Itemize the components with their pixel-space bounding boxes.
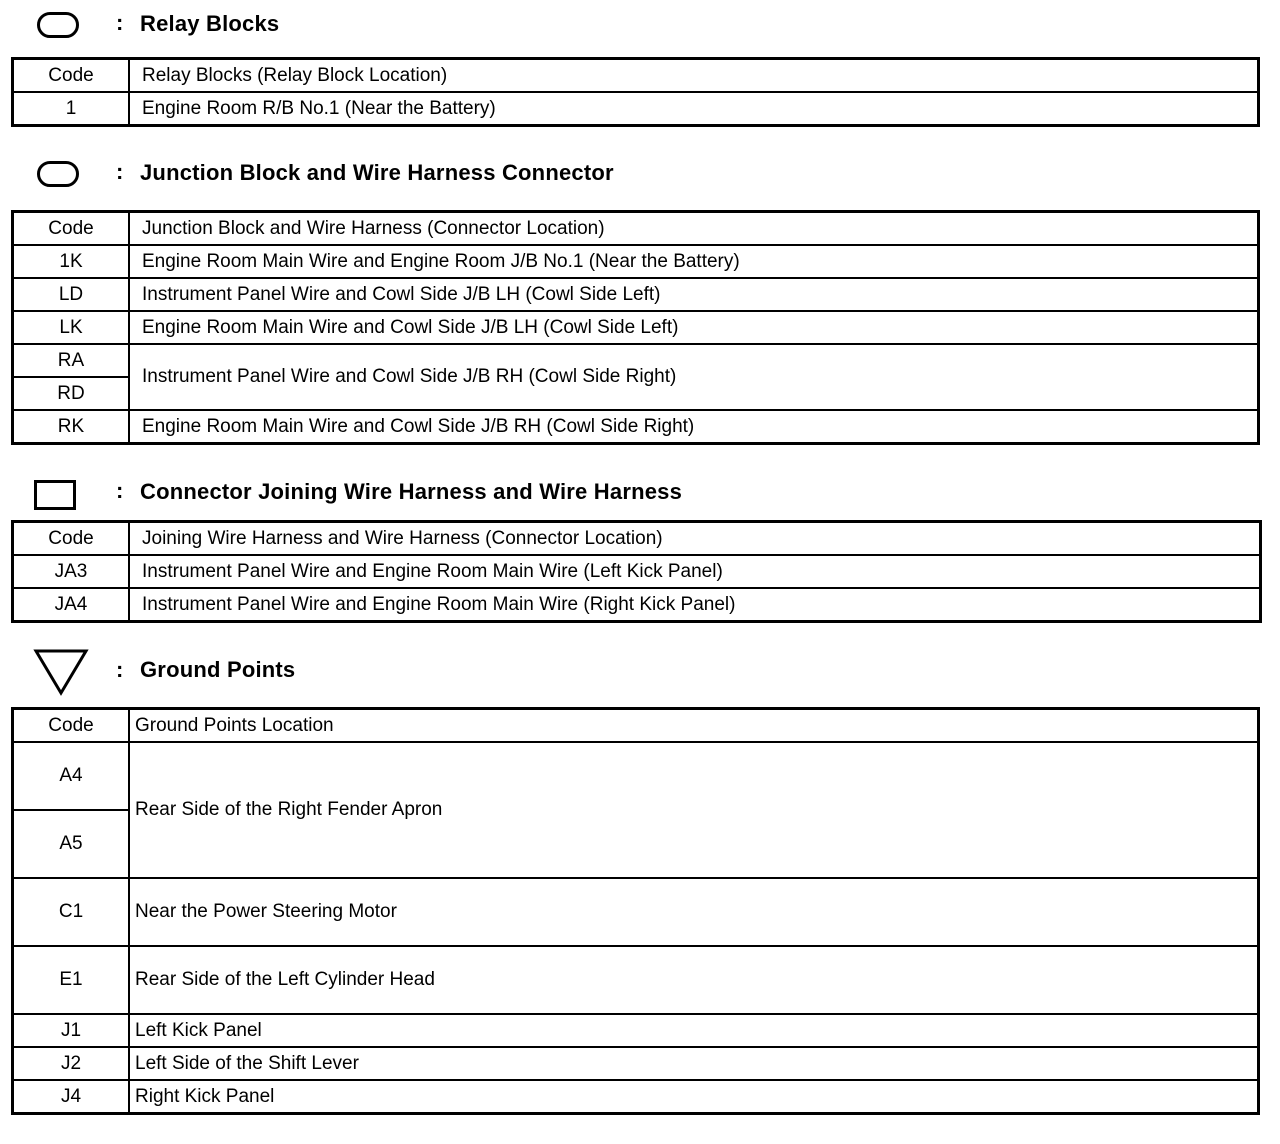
row-code: LD: [13, 278, 130, 311]
section-title-ground-points: Ground Points: [140, 657, 296, 682]
header-code: Code: [13, 59, 130, 93]
row-desc: Engine Room R/B No.1 (Near the Battery): [129, 92, 1259, 126]
row-code: 1K: [13, 245, 130, 278]
connector-joining-icon: [34, 480, 76, 510]
row-code: JA3: [13, 555, 130, 588]
row-code: 1: [13, 92, 130, 126]
table-header-row: [13, 212, 1259, 246]
table-row: [13, 1047, 1259, 1080]
table-row: [13, 344, 1259, 377]
header-code: Code: [13, 709, 130, 743]
colon: :: [116, 478, 124, 503]
table-header-row: [13, 522, 1261, 556]
row-code: C1: [13, 878, 130, 946]
row-code: RA: [13, 344, 130, 377]
colon: :: [116, 657, 124, 682]
table-row: [13, 311, 1259, 344]
table-row: [13, 878, 1259, 946]
row-code: JA4: [13, 588, 130, 622]
row-code: RK: [13, 410, 130, 444]
table-row: [13, 555, 1261, 588]
table-row: [13, 278, 1259, 311]
row-code: A4: [13, 742, 130, 810]
section-title-relay-blocks: Relay Blocks: [140, 11, 280, 36]
table-row: [13, 245, 1259, 278]
relay-block-icon: [37, 12, 79, 38]
row-desc: Rear Side of the Right Fender Apron: [129, 742, 1259, 878]
row-code: J2: [13, 1047, 130, 1080]
table-row: [13, 410, 1259, 444]
header-desc: Ground Points Location: [129, 709, 1259, 743]
row-desc: Instrument Panel Wire and Engine Room Main Wire (Left Kick Panel): [129, 555, 1261, 588]
header-code: Code: [13, 522, 130, 556]
header-desc: Junction Block and Wire Harness (Connector Location): [129, 212, 1259, 246]
row-code: E1: [13, 946, 130, 1014]
row-desc: Engine Room Main Wire and Cowl Side J/B RH (Cowl Side Right): [129, 410, 1259, 444]
table-row: [13, 588, 1261, 622]
row-code: J4: [13, 1080, 130, 1114]
row-desc: Left Side of the Shift Lever: [129, 1047, 1259, 1080]
row-code: A5: [13, 810, 130, 878]
ground-points-table: [11, 707, 1260, 1115]
table-row: [13, 92, 1259, 126]
row-code: RD: [13, 377, 130, 410]
ground-point-icon: [33, 648, 89, 696]
header-desc: Joining Wire Harness and Wire Harness (Connector Location): [129, 522, 1261, 556]
row-desc: Left Kick Panel: [129, 1014, 1259, 1047]
header-code: Code: [13, 212, 130, 246]
relay-blocks-table: [11, 57, 1260, 127]
row-desc: Right Kick Panel: [129, 1080, 1259, 1114]
colon: :: [116, 10, 124, 35]
row-desc: Instrument Panel Wire and Cowl Side J/B RH (Cowl Side Right): [129, 344, 1259, 410]
table-row: [13, 1080, 1259, 1114]
table-row: [13, 1014, 1259, 1047]
junction-block-icon: [37, 161, 79, 187]
table-row: [13, 742, 1259, 810]
header-desc: Relay Blocks (Relay Block Location): [129, 59, 1259, 93]
junction-block-table: [11, 210, 1260, 445]
row-code: J1: [13, 1014, 130, 1047]
row-code: LK: [13, 311, 130, 344]
table-row: [13, 946, 1259, 1014]
table-header-row: [13, 59, 1259, 93]
section-title-junction-block: Junction Block and Wire Harness Connector: [140, 160, 614, 185]
row-desc: Engine Room Main Wire and Engine Room J/B No.1 (Near the Battery): [129, 245, 1259, 278]
connector-joining-table: [11, 520, 1262, 623]
colon: :: [116, 159, 124, 184]
row-desc: Instrument Panel Wire and Engine Room Main Wire (Right Kick Panel): [129, 588, 1261, 622]
row-desc: Engine Room Main Wire and Cowl Side J/B LH (Cowl Side Left): [129, 311, 1259, 344]
table-header-row: [13, 709, 1259, 743]
row-desc: Instrument Panel Wire and Cowl Side J/B LH (Cowl Side Left): [129, 278, 1259, 311]
section-title-connector-joining: Connector Joining Wire Harness and Wire Harness: [140, 479, 683, 504]
row-desc: Rear Side of the Left Cylinder Head: [129, 946, 1259, 1014]
row-desc: Near the Power Steering Motor: [129, 878, 1259, 946]
